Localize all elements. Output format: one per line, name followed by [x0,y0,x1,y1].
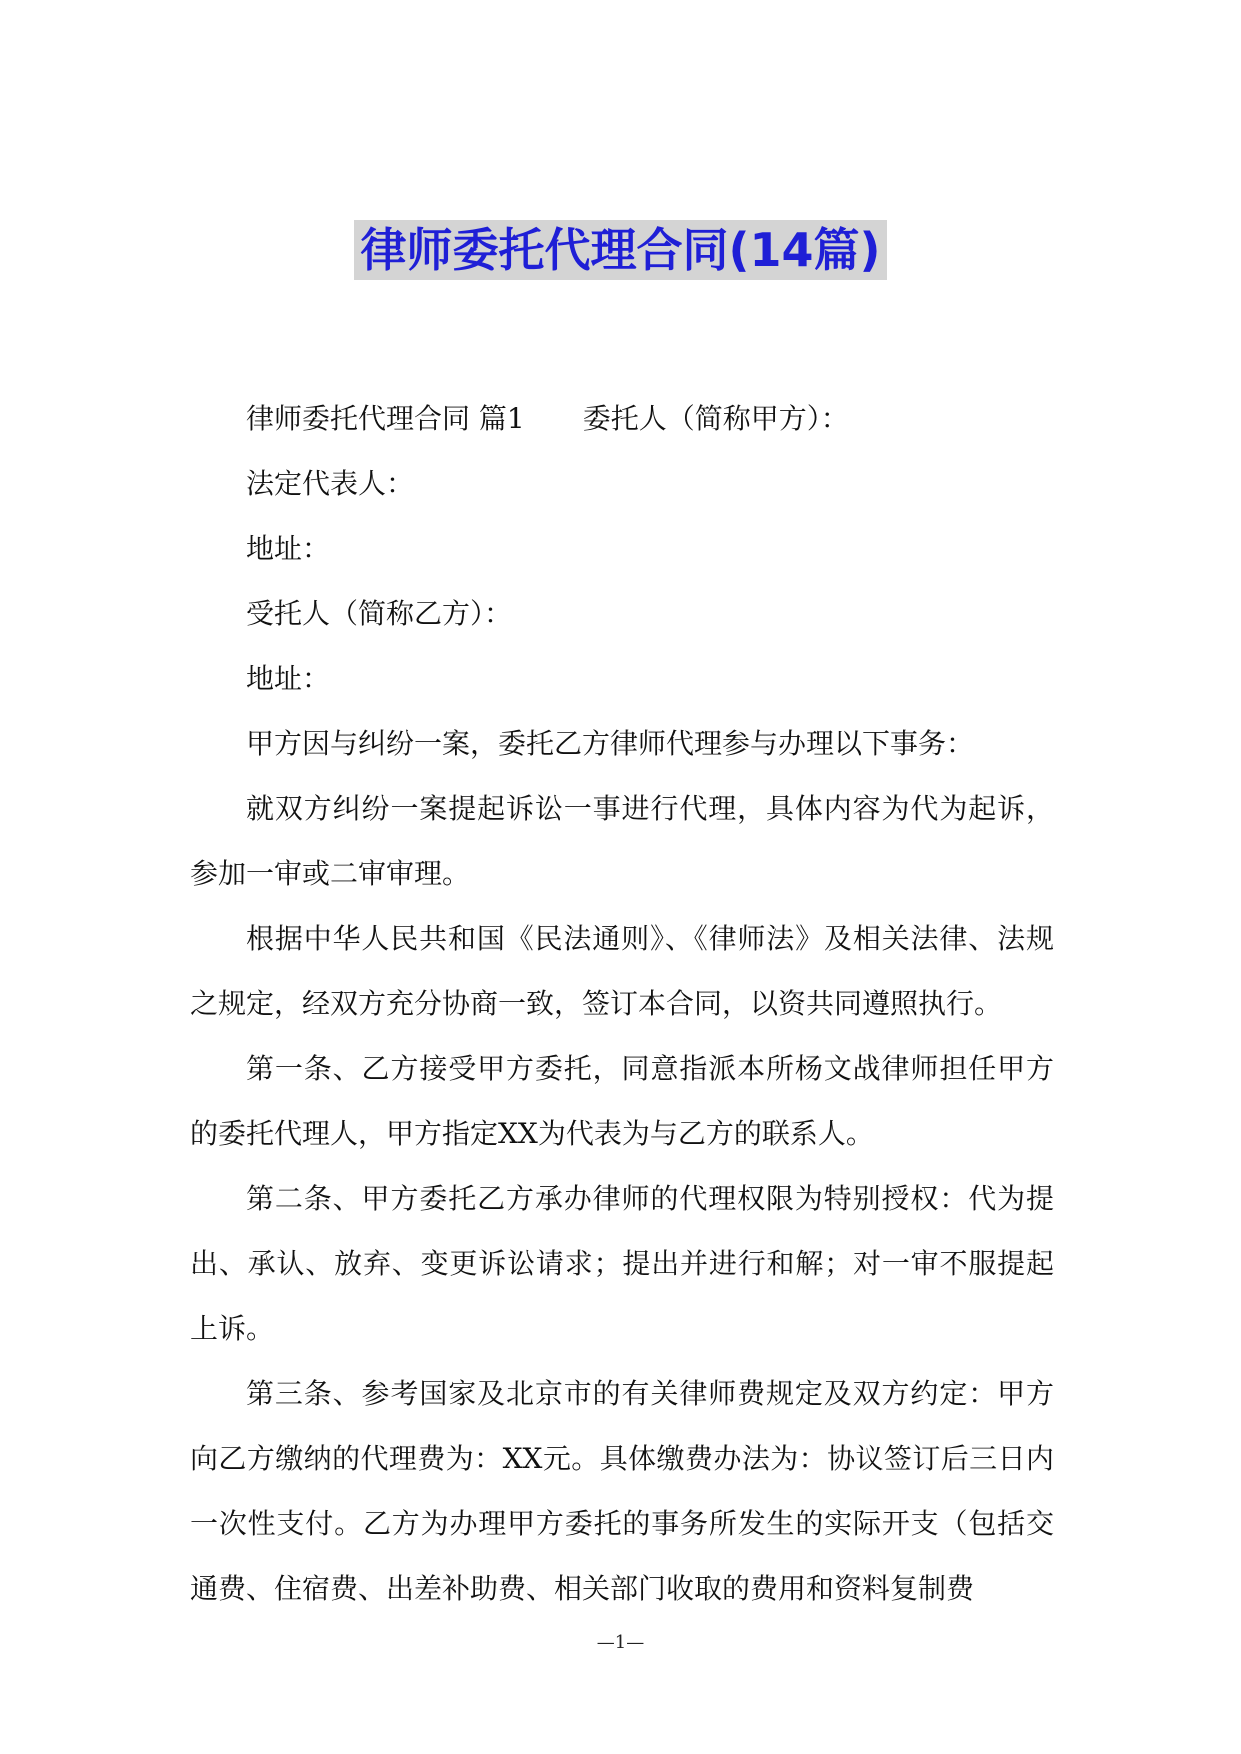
paragraph: 地址： [246,662,331,695]
document-title: 律师委托代理合同(14篇) [354,220,886,280]
paragraph: 第一条、乙方接受甲方委托，同意指派本所杨文战律师担任甲方的委托代理人，甲方指定XX为代表为与乙方的联系人。 [190,1052,1054,1150]
paragraph: 第三条、参考国家及北京市的有关律师费规定及双方约定：甲方向乙方缴纳的代理费为：XX元。具体缴费办法为：协议签订后三日内一次性支付。乙方为办理甲方委托的事务所发生的实际开支（包括交通费、住宿费、出差补助费、相关部门收取的费用和资料复制费 [190,1377,1054,1605]
paragraph: 受托人（简称乙方）： [246,597,513,630]
paragraph: 第二条、甲方委托乙方承办律师的代理权限为特别授权：代为提出、承认、放弃、变更诉讼请求；提出并进行和解；对一审不服提起上诉。 [190,1182,1054,1345]
paragraph: 地址： [246,532,331,565]
paragraph: 甲方因与纠纷一案，委托乙方律师代理参与办理以下事务： [246,727,975,760]
paragraph [190,386,1054,451]
first-line-text: 委托人（简称甲方）： [582,402,849,435]
paragraph-list [190,451,1054,1621]
paragraph: 法定代表人： [246,467,415,500]
document-body [190,386,1054,1621]
page-number: —1— [596,1632,645,1653]
section-heading: 律师委托代理合同 篇1 [246,402,525,435]
paragraph: 根据中华人民共和国《民法通则》、《律师法》及相关法律、法规之规定，经双方充分协商一致，签订本合同，以资共同遵照执行。 [190,922,1054,1020]
title-wrap [0,220,1241,280]
paragraph: 就双方纠纷一案提起诉讼一事进行代理，具体内容为代为起诉，参加一审或二审审理。 [190,792,1054,890]
